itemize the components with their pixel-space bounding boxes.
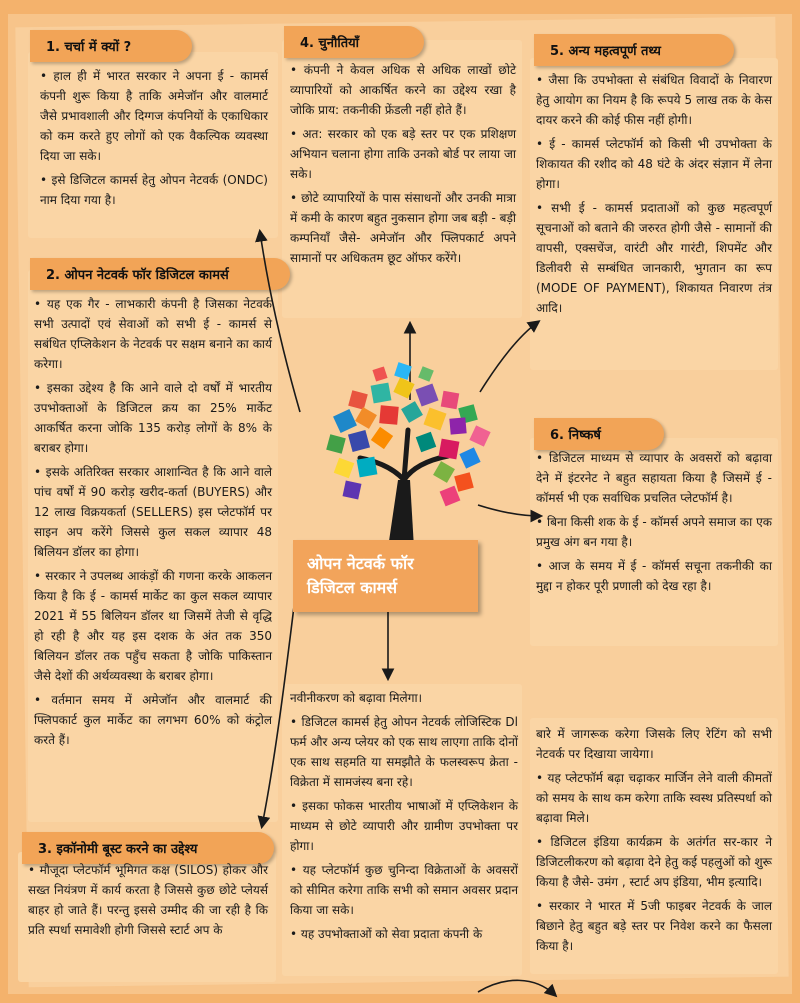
section-2-para: • वर्तमान समय में अमेजॉन और वालमार्ट की फ्लिपकार्ट कुल मार्केट का लगभग 60% को कंट्रोल करते हैं। bbox=[34, 693, 272, 747]
section-7-para: • यह प्लेटफॉर्म कुछ चुनिन्दा विक्रेताओं के अवसरों को सीमित करेगा ताकि सभी को समान अवसर प्रदान किया जा सके। bbox=[290, 863, 518, 917]
section-6-para: • डिजिटल माध्यम से व्यापार के अवसरों को बढ़ावा देने में इंटरनेट ने बहुत सहायता किया है जिसमें ई - कॉमर्स भी एक सर्वाधिक प्रचलित प्लेटफॉर्म है। bbox=[536, 451, 772, 505]
section-4-heading: 4. चुनौतियाँ bbox=[284, 26, 424, 58]
section-7-para: • डिजिटल कामर्स हेतु ओपन नेटवर्क लोजिस्टिक Dl फर्म और अन्य प्लेयर को एक साथ लाएगा ताकि दोनों एक साथ सहमति या समझौते के फलस्वरूप क्रेता - विक्रेता में सामजंस्य बना रहे। bbox=[290, 715, 518, 789]
section-8-para: • सरकार ने भारत में 5जी फाइबर नेटवर्क के जाल बिछाने हेतु बहुत बड़े स्तर पर निवेश करने का फैसला किया है। bbox=[536, 899, 772, 953]
section-2-para: • यह एक गैर - लाभकारी कंपनी है जिसका नेटवर्क सभी उत्पादों एवं सेवाओं को सभी ई - कामर्स से सबंधित एप्लिकेशन के नेटवर्क पर सक्षम बनाने का कार्य करेगा। bbox=[34, 297, 272, 371]
section-4-para: • कंपनी ने केवल अधिक से अधिक लाखों छोटे व्यापारियों को आकर्षित करने का उद्देश्य रखा है जोकि प्राय: तकनीकी फ्रेंडली नहीं होते हैं। bbox=[290, 63, 516, 117]
section-4-para: • छोटे व्यापारियों के पास संसाधनों और उनकी मात्रा में कमी के कारण बहुत नुकसान होगा जब बड़ी - बड़ी कम्पनियाँ जैसे- अमेजॉन और फ्लिपकार्ट अपने सामानों पर अधिकतम छूट ऑफर करेंगे। bbox=[290, 191, 516, 265]
section-3-para: • मौजूदा प्लेटफॉर्म भूमिगत कक्ष (SILOS) होकर और सख्त नियंत्रण में कार्य करता है जिससे कुछ छोटे प्लेयर्स बाहर हो जाते हैं। परन्तु इससे उम्मीद की जा रही है कि प्रति स्पर्धा समावेशी होगी जिससे स्टार्ट अप के bbox=[28, 863, 268, 937]
section-5-para: • सभी ई - कामर्स प्रदाताओं को कुछ महत्वपूर्ण सूचनाओं को बताने की जरुरत होगी जैसे - सामानों की वापसी, एक्सचेंज, वारंटी और गारंटी, शिपमेंट और डिलीवरी से सम्बंधित जानकारी, भुगतान का रूप (MODE OF PAYMENT), शिकायत निवारण तंत्र आदि। bbox=[536, 201, 772, 315]
section-7-para: • यह उपभोक्ताओं को सेवा प्रदाता कंपनी के bbox=[290, 927, 483, 941]
section-6-heading: 6. निष्कर्ष bbox=[534, 418, 664, 450]
section-4-para: • अत: सरकार को एक बड़े स्तर पर एक प्रशिक्षण अभियान चलाना होगा ताकि उनको बोर्ड पर लाया जा सके। bbox=[290, 127, 516, 181]
center-title bbox=[293, 540, 478, 612]
arrow-to-section-5 bbox=[480, 322, 538, 392]
section-5-para: • ई - कामर्स प्लेटफॉर्म को किसी भी उपभोक्ता के शिकायत की रशीद को 48 घंटे के अंदर संज्ञान में लेना होगा। bbox=[536, 137, 772, 191]
arrow-to-section-3 bbox=[262, 590, 296, 826]
section-7-para: नवीनीकरण को बढ़ावा मिलेगा। bbox=[290, 691, 423, 705]
section-2-para: • इसके अतिरिक्त सरकार आशान्वित है कि आने वाले पांच वर्षों में 90 करोड़ खरीद-कर्ता (BUYERS) और 12 लाख विक्रयकर्ता (SELLERS) इस प्लेटफॉर्म पर साइन अप करेंगे जिससे कुल सकल व्यापार 48 बिलियन डॉलर का होगा। bbox=[34, 465, 272, 559]
section-8-para: • डिजिटल इंडिया कार्यक्रम के अतंर्गत सर-कार ने डिजिटलीकरण को बढ़ावा देने हेतु कई पहलुओं को शुरू किया है जैसे- उमंग , स्टार्ट अप इंडिया, भीम इत्यादि। bbox=[536, 835, 772, 889]
center-title-line-2: डिजिटल कामर्स bbox=[307, 578, 398, 597]
section-1-para: • इसे डिजिटल कामर्स हेतु ओपन नेटवर्क (ONDC) नाम दिया गया है। bbox=[40, 173, 268, 207]
section-1-para: • हाल ही में भारत सरकार ने अपना ई - कामर्स कंपनी शुरू किया है ताकि अमेजॉन और वालमार्ट जैसे प्रभावशाली और दिग्गज कंपनियों के एकाधिकार को कम करते हुए लोगों को एक वैकल्पिक व्यवस्था दिया जा सके। bbox=[40, 69, 268, 163]
section-7-para: • इसका फोकस भारतीय भाषाओं में एप्लिकेशन के माध्यम से छोटे व्यापारी और ग्रामीण उपभोक्ता पर होगा। bbox=[290, 799, 518, 853]
center-title-line-1: ओपन नेटवर्क फॉर bbox=[307, 554, 414, 573]
section-3-heading: 3. इकॉनोमी बूस्ट करने का उद्देश्य bbox=[22, 832, 274, 864]
section-2-para: • सरकार ने उपलब्ध आकंड़ों की गणना करके आकलन किया है कि ई - कामर्स मार्केट का कुल सकल व्यापार 2021 में 55 बिलियन डॉलर था जिसमें तेजी से वृद्धि हो रही है और यह इस दशक के अंत तक 350 बिलियन डॉलर तक पहुँच सकता है जोकि पाकिस्तान जैसे देशों की अर्थव्यवस्था के बराबर होगा। bbox=[34, 569, 272, 683]
section-8-para: बारे में जागरूक करेगा जिसके लिए रेटिंग को सभी नेटवर्क पर दिखाया जायेगा। bbox=[536, 727, 772, 761]
arrow-to-section-6 bbox=[478, 505, 540, 516]
section-2-para: • इसका उद्देश्य है कि आने वाले दो वर्षों में भारतीय उपभोक्ताओं के डिजिटल क्रय का 25% मार्केट आकर्षित करना जोकि 135 करोड़ लोगों के 8% के बराबर होगा। bbox=[34, 381, 272, 455]
section-2-heading: 2. ओपन नेटवर्क फॉर डिजिटल कामर्स bbox=[30, 258, 290, 290]
section-5-heading: 5. अन्य महत्वपूर्ण तथ्य bbox=[534, 34, 734, 66]
arrow-continue-bottom bbox=[478, 980, 555, 995]
section-6-para: • आज के समय में ई - कॉमर्स सचूना तकनीकी का मुद्दा न होकर पूरी प्रणाली को देख रहा है। bbox=[536, 559, 772, 593]
section-8-para: • यह प्लेटफॉर्म बढ़ा चढ़ाकर मार्जिन लेने वाली कीमतों को समय के साथ कम करेगा ताकि स्वस्थ प्रतिस्पर्धा को बढ़ावा मिले। bbox=[536, 771, 772, 825]
section-5-para: • जैसा कि उपभोक्ता से संबंधित विवादों के निवारण हेतु आयोग का नियम है कि रूपये 5 लाख तक के केस दायर करने की कोई फीस नहीं होगी। bbox=[536, 73, 772, 127]
section-6-para: • बिना किसी शक के ई - कॉमर्स अपने समाज का एक प्रमुख अंग बन गया है। bbox=[536, 515, 772, 549]
section-1-heading: 1. चर्चा में क्यों ? bbox=[30, 30, 192, 62]
arrow-to-section-1 bbox=[260, 232, 300, 412]
